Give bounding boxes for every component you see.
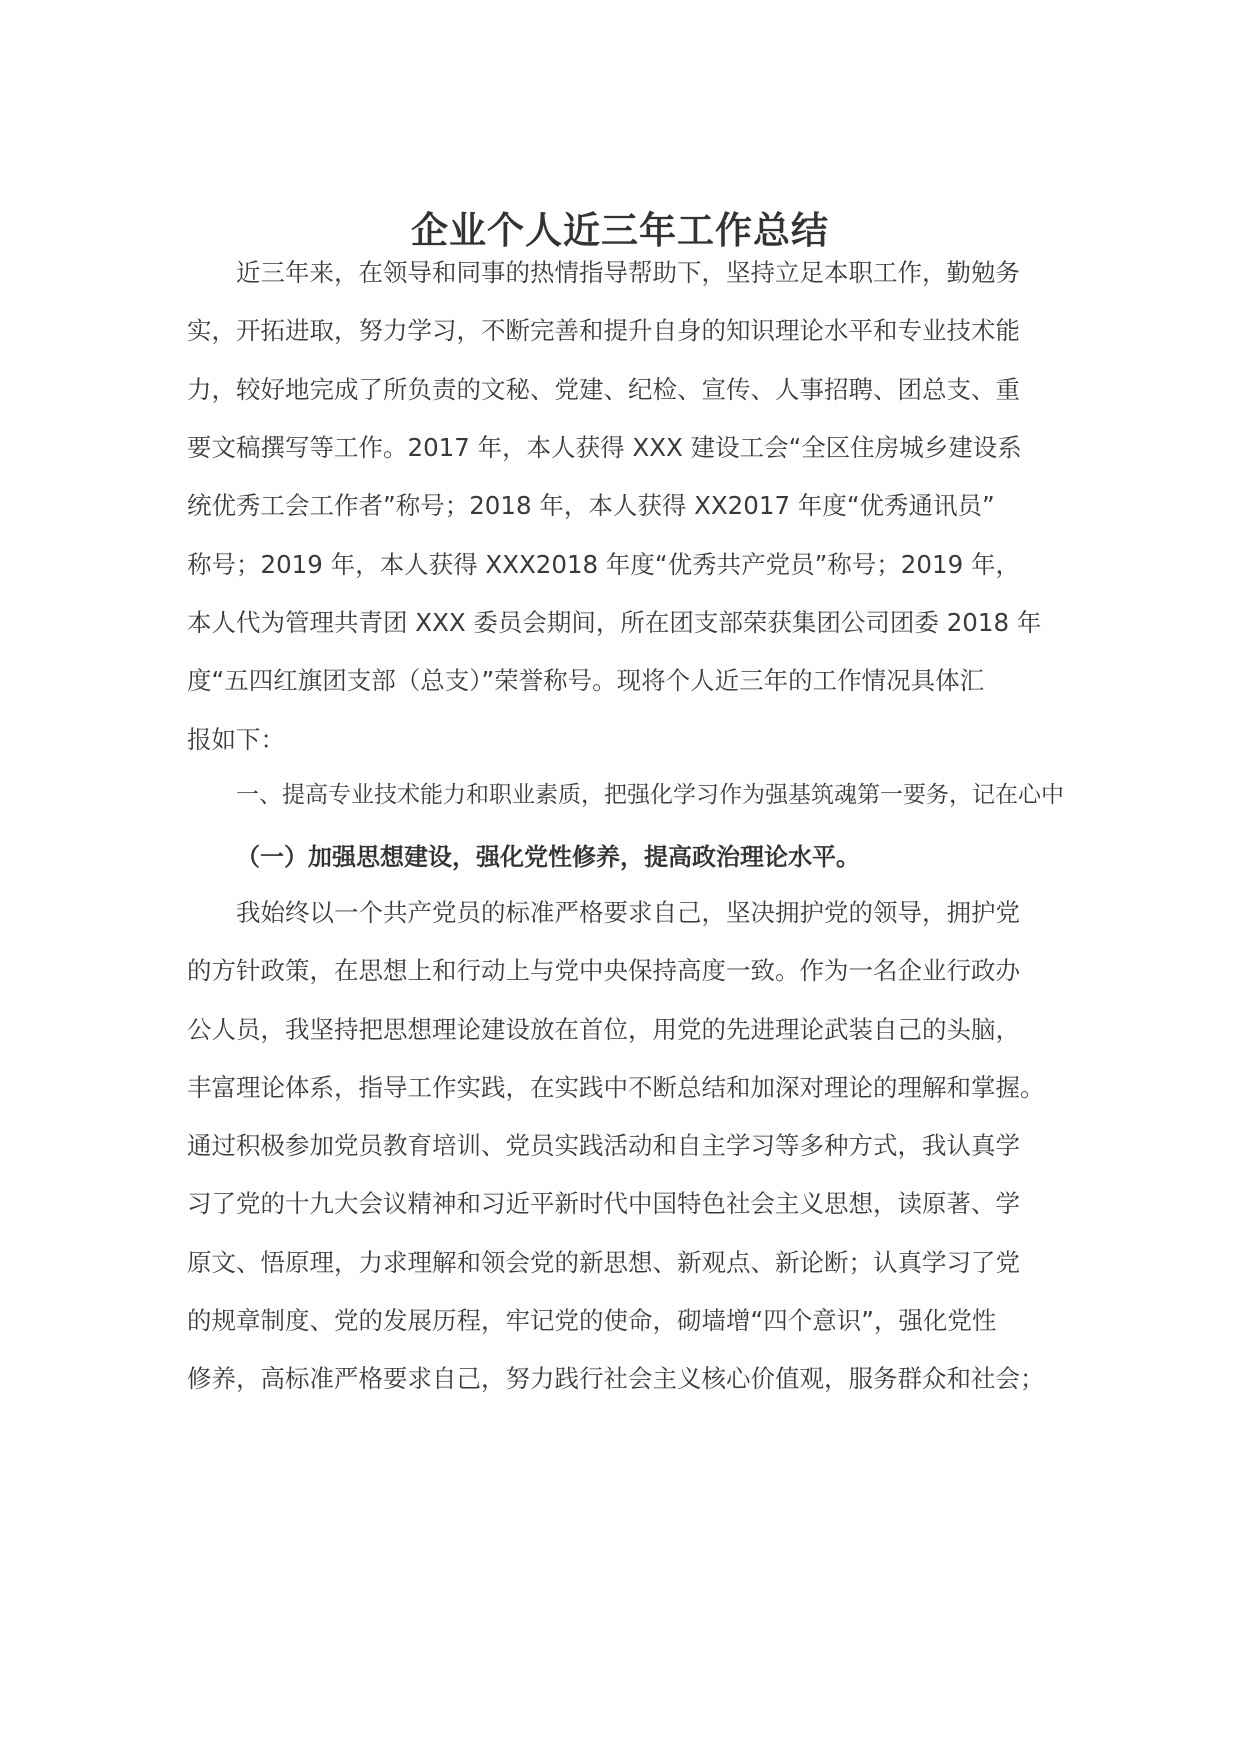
section-heading: 一、提高专业技术能力和职业素质，把强化学习作为强基筑魂第一要务，记在心中 — [236, 782, 1064, 808]
paragraph-line: 我始终以一个共产党员的标准严格要求自己，坚决拥护党的领导，拥护党 — [236, 898, 1020, 927]
paragraph-line: 力，较好地完成了所负责的文秘、党建、纪检、宣传、人事招聘、团总支、重 — [187, 375, 1020, 404]
paragraph-line: 通过积极参加党员教育培训、党员实践活动和自主学习等多种方式，我认真学 — [187, 1131, 1020, 1160]
paragraph-line: 习了党的十九大会议精神和习近平新时代中国特色社会主义思想，读原著、学 — [187, 1189, 1020, 1218]
paragraph-line: 原文、悟原理，力求理解和领会党的新思想、新观点、新论断；认真学习了党 — [187, 1248, 1020, 1277]
paragraph-line: 的方针政策，在思想上和行动上与党中央保持高度一致。作为一名企业行政办 — [187, 956, 1020, 985]
paragraph-line: 丰富理论体系，指导工作实践，在实践中不断总结和加深对理论的理解和掌握。 — [187, 1073, 1045, 1102]
paragraph-line: 修养，高标准严格要求自己，努力践行社会主义核心价值观，服务群众和社会； — [187, 1364, 1045, 1393]
paragraph-line: 近三年来，在领导和同事的热情指导帮助下，坚持立足本职工作，勤勉务 — [236, 258, 1020, 287]
paragraph-line: 本人代为管理共青团 XXX 委员会期间，所在团支部荣获集团公司团委 2018 年 — [187, 608, 1042, 637]
paragraph-line: 实，开拓进取，努力学习，不断完善和提升自身的知识理论水平和专业技术能 — [187, 316, 1020, 345]
paragraph-line: 统优秀工会工作者”称号；2018 年，本人获得 XX2017 年度“优秀通讯员” — [187, 491, 995, 520]
paragraph-line: 要文稿撰写等工作。2017 年，本人获得 XXX 建设工会“全区住房城乡建设系 — [187, 433, 1022, 462]
paragraph-line: 报如下： — [187, 725, 285, 754]
document-title: 企业个人近三年工作总结 — [411, 209, 829, 252]
paragraph-line: 公人员，我坚持把思想理论建设放在首位，用党的先进理论武装自己的头脑， — [187, 1015, 1020, 1044]
paragraph-line: 的规章制度、党的发展历程，牢记党的使命，砌墙增“四个意识”，强化党性 — [187, 1306, 997, 1335]
subsection-heading: （一）加强思想建设，强化党性修养，提高政治理论水平。 — [236, 843, 860, 871]
paragraph-line: 称号；2019 年，本人获得 XXX2018 年度“优秀共产党员”称号；2019 年， — [187, 550, 1020, 579]
paragraph-line: 度“五四红旗团支部（总支）”荣誉称号。现将个人近三年的工作情况具体汇 — [187, 666, 985, 695]
